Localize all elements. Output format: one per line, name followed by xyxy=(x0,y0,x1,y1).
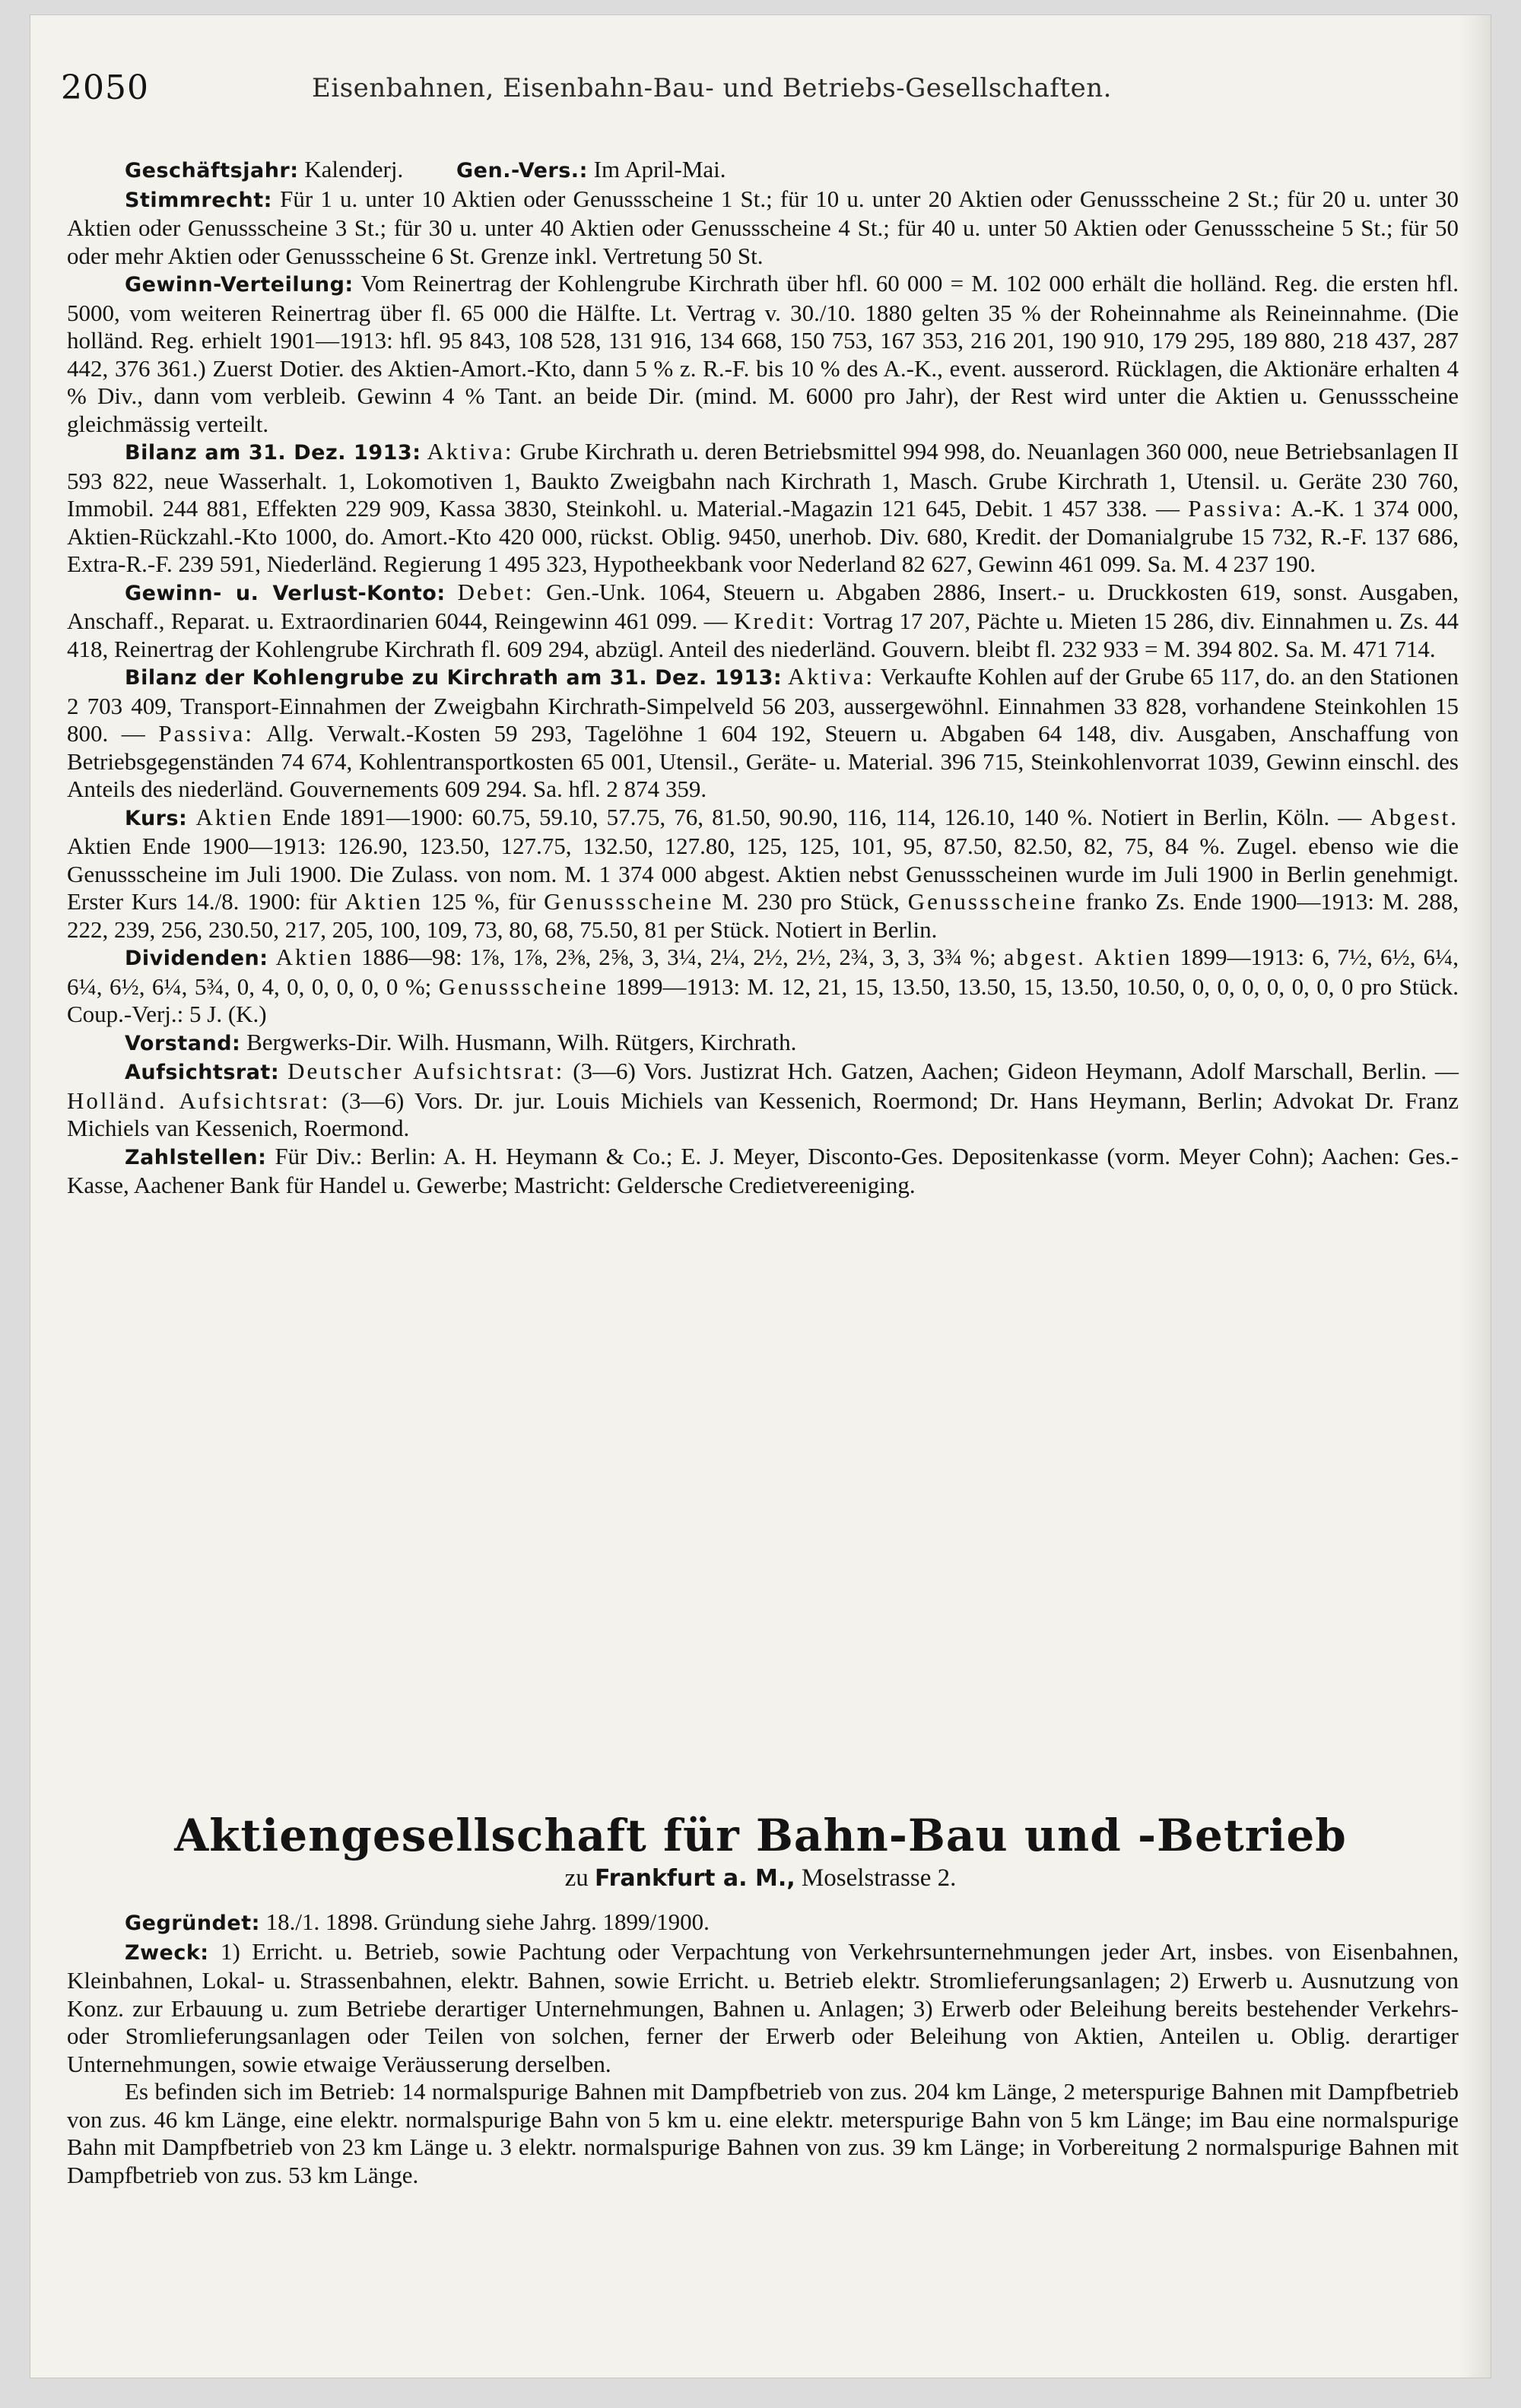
document-page xyxy=(30,15,1491,2378)
credit-label: Kredit: xyxy=(733,608,817,634)
general-meeting-text: Im April-Mai. xyxy=(593,156,726,182)
german-board-text: (3—6) Vors. Justizrat Hch. Gatzen, Aachen; Gideon Heymann, Adolf Marschall, Berlin. — xyxy=(573,1058,1459,1084)
profit-loss-paragraph xyxy=(67,579,1459,664)
profit-distribution-label: Gewinn-Verteilung: xyxy=(125,273,354,297)
price-participation-label: Genussscheine xyxy=(544,888,714,915)
price-shares-text: Ende 1891—1900: 60.75, 59.10, 57.75, 76, 81.50, 90.90, 116, 114, 126.10, 140 %. Notiert in Berlin, Köln. — xyxy=(281,803,1362,830)
credit-text: Vortrag 17 207, Pächte u. Mieten 15 286, div. Einnahmen u. Zs. 44 418, Reinertrag der Kohlengrube Kirchrath fl. 609 294, abzügl. Anteil des niederländ. Gouvern. bleibt fl. 232 933 = M. 394 802. Sa. M. 471 714. xyxy=(67,608,1459,662)
dividends-stamped-text: 1899—1913: 6, 7½, 6½, 6¼, 6¼, 6½, 6¼, 5¾, 0, 4, 0, 0, 0, 0, 0 %; xyxy=(67,944,1459,1000)
fiscal-year-label: Geschäftsjahr: xyxy=(125,159,299,182)
dividends-paragraph xyxy=(67,944,1459,1029)
founded-text: 18./1. 1898. Gründung siehe Jahrg. 1899/1900. xyxy=(265,1908,710,1935)
price-stamped-text: Aktien Ende 1900—1913: 126.90, 123.50, 127.75, 132.50, 127.80, 125, 125, 101, 95, 87.50, 82.50, 82, 75, 84 %. Zugel. ebenso wie die Genussscheine im Juli 1900. Die Zulass. von nom. M. 1 374 000 abgest. Aktien nebst Genussscheinen wurde im Juli 1900 in Berlin genehmigt. Erster Kurs 14./8. 1900: für xyxy=(67,833,1459,915)
balance-sheet-label: Bilanz am 31. Dez. 1913: xyxy=(125,441,421,465)
price-first-shares-label: Aktien xyxy=(345,888,423,915)
supervisory-board-label: Aufsichtsrat: xyxy=(125,1061,280,1084)
company2-sub-prefix: zu xyxy=(564,1864,589,1892)
purpose-text: 1) Erricht. u. Betrieb, sowie Pachtung oder Verpachtung von Verkehrsunternehmungen jeder Art, insbes. von Eisenbahnen, Kleinbahnen, Lokal- u. Strassenbahnen, elektr. Bahnen, sowie Erricht. u. Betrieb elektr. Stromlieferungsanlagen; 2) Erwerb u. Ausnutzung von Konz. zur Erbauung u. zum Betriebe derartiger Unternehmungen, Bahnen u. Anlagen; 3) Erwerb oder Beleihung bereits bestehender Verkehrs- oder Stromlieferungsanlagen oder Teilen von solchen, ferner der Erwerb oder Beleihung von Aktien, Anteilen u. Oblig. derartiger Unternehmungen, sowie etwaige Veräusserung derselben. xyxy=(67,1937,1459,2077)
company2-entry xyxy=(67,1908,1459,2189)
board-text: Bergwerks-Dir. Wilh. Husmann, Wilh. Rütgers, Kirchrath. xyxy=(246,1028,797,1055)
company2-city: Frankfurt a. M., xyxy=(595,1865,795,1892)
dutch-board-text: (3—6) Vors. Dr. jur. Louis Michiels van Kessenich, Roermond; Dr. Hans Heymann, Berlin; Advokat Dr. Franz Michiels van Kessenich, Roermond. xyxy=(67,1087,1459,1141)
paying-agents-text: Für Div.: Berlin: A. H. Heymann & Co.; E. J. Meyer, Disconto-Ges. Depositenkasse (vorm. Meyer Cohn); Aachen: Ges.-Kasse, Aachener Bank für Handel u. Gewerbe; Mastricht: Geldersche Credietvereeniging. xyxy=(67,1142,1459,1198)
board-label: Vorstand: xyxy=(125,1031,241,1055)
mine-liabilities-label: Passiva: xyxy=(158,720,254,747)
price-shares-label: Aktien xyxy=(195,803,274,830)
company1-entry xyxy=(67,156,1459,1200)
mine-assets-label: Aktiva: xyxy=(788,663,875,690)
mine-liabilities-text: Allg. Verwalt.-Kosten 59 293, Tagelöhne 1 604 192, Steuern u. Abgaben 64 148, div. Ausgaben, Anschaffung von Betriebsgegenständen 74 674, Kohlentransportkosten 65 001, Utensil., Geräte- u. Material. 396 715, Steinkohlenvorrat 1039, Gewinn einschl. des Anteils des niederländ. Gouvernements 609 294. Sa. hfl. 2 874 359. xyxy=(67,720,1459,802)
balance-assets-text: Grube Kirchrath u. deren Betriebsmittel 994 998, do. Neuanlagen 360 000, neue Betriebsanlagen II 593 822, neue Wasserhalt. 1, Lokomotiven 1, Baukto Zweigbahn nach Kirchrath 1, Masch. Grube Kirchrath 1, Utensil. u. Geräte 230 760, Immobil. 244 881, Effekten 229 909, Kassa 3830, Steinkohl. u. Material.-Magazin 121 645, Debit. 1 457 338. — xyxy=(67,438,1459,522)
company2-title: Aktiengesellschaft für Bahn-Bau und -Betrieb xyxy=(174,1810,1347,1861)
purpose-paragraph xyxy=(67,1938,1459,2079)
page-edge-shadow xyxy=(1460,15,1491,2378)
dutch-board-label: Holländ. Aufsichtsrat: xyxy=(67,1087,331,1114)
dividends-participation-text: 1899—1913: M. 12, 21, 15, 13.50, 13.50, 15, 13.50, 10.50, 0, 0, 0, 0, 0, 0, 0 pro Stück. Coup.-Verj.: 5 J. (K.) xyxy=(67,972,1459,1027)
profit-distribution-text: Vom Reinertrag der Kohlengrube Kirchrath über hfl. 60 000 = M. 102 000 erhält die holländ. Reg. die ersten hfl. 5000, vom weiteren Reinertrag über fl. 65 000 die Hälfte. Lt. Vertrag v. 30./10. 1880 gelten 35 % der Roheinnahme als Reineinnahme. (Die holländ. Reg. erhielt 1901—1913: hfl. 95 843, 108 528, 131 916, 134 668, 150 753, 167 353, 216 201, 190 910, 179 295, 189 880, 218 437, 287 442, 376 361.) Zuerst Dotier. des Aktien-Amort.-Kto, dann 5 % z. R.-F. bis 10 % des A.-K., event. ausserord. Rücklagen, die Aktionäre erhalten 4 % Div., dann vom verbleib. Gewinn 4 % Tant. an beide Dir. (mind. M. 6000 pro Jahr), der Rest wird unter die Aktien u. Genussscheine gleichmässig verteilt. xyxy=(67,270,1459,437)
supervisory-board-paragraph xyxy=(67,1058,1459,1143)
debit-text: Gen.-Unk. 1064, Steuern u. Abgaben 2886, Insert.- u. Druckkosten 619, sonst. Ausgaben, Anschaff., Reparat. u. Extraordinarien 6044, Reingewinn 461 099. — xyxy=(67,578,1459,634)
balance-liabilities-label: Passiva: xyxy=(1188,495,1284,522)
dividends-label: Dividenden: xyxy=(125,947,268,970)
price-first-shares-text: 125 %, für xyxy=(430,888,536,915)
debit-label: Debet: xyxy=(457,578,535,605)
mine-balance-label: Bilanz der Kohlengrube zu Kirchrath am 31. Dez. 1913: xyxy=(125,666,783,690)
page-header xyxy=(61,68,1430,122)
mine-assets-text: Verkaufte Kohlen auf der Grube 65 117, do. an den Stationen 2 703 409, Transport-Einnahmen der Zweigbahn Kirchrath-Simpelveld 56 203, aussergewöhnl. Einnahmen 33 828, vorhandene Steinkohlen 15 800. — xyxy=(67,663,1459,747)
voting-rights-label: Stimmrecht: xyxy=(125,188,272,212)
founded-label: Gegründet: xyxy=(125,1911,260,1935)
fiscal-year-text: Kalenderj. xyxy=(304,156,404,182)
profit-loss-label: Gewinn- u. Verlust-Konto: xyxy=(125,581,446,605)
price-participation-text-2: franko Zs. Ende 1900—1913: M. 288, 222, 239, 256, 230.50, 217, 205, 100, 109, 73, 80, 68, 75.50, 81 per Stück. Notiert in Berlin. xyxy=(67,888,1459,943)
voting-rights-text: Für 1 u. unter 10 Aktien oder Genussscheine 1 St.; für 10 u. unter 20 Aktien oder Genussscheine 2 St.; für 20 u. unter 30 Aktien oder Genussscheine 3 St.; für 30 u. unter 40 Aktien oder Genussscheine 4 St.; für 40 u. unter 50 Aktien oder Genussscheine 5 St.; für 50 oder mehr Aktien oder Genussscheine 6 St. Grenze inkl. Vertretung 50 St. xyxy=(67,185,1459,269)
profit-distribution-paragraph xyxy=(67,270,1459,438)
dividends-stamped-label: abgest. Aktien xyxy=(1003,944,1173,970)
purpose-label: Zweck: xyxy=(125,1940,209,1965)
company2-address: Moselstrasse 2. xyxy=(801,1864,957,1892)
price-label: Kurs: xyxy=(125,806,188,830)
price-participation-label-2: Genussscheine xyxy=(907,888,1078,915)
operations-paragraph xyxy=(67,2078,1459,2189)
running-title: Eisenbahnen, Eisenbahn-Bau- und Betriebs-Gesellschaften. xyxy=(312,73,1112,103)
dividends-participation-label: Genussscheine xyxy=(438,972,608,1000)
page-number: 2050 xyxy=(61,68,149,107)
founded-paragraph xyxy=(67,1908,1459,1938)
company2-subtitle xyxy=(30,1864,1491,1892)
balance-liabilities-text: A.-K. 1 374 000, Aktien-Rückzahl.-Kto 1000, do. Amort.-Kto 420 000, rückst. Oblig. 9450, unerhob. Div. 680, Kredit. der Domanialgrube 15 732, R.-F. 137 686, Extra-R.-F. 239 591, Niederländ. Regierung 1 495 323, Hypotheekbank voor Nederland 82 627, Gewinn 461 099. Sa. M. 4 237 190. xyxy=(67,495,1459,577)
price-paragraph xyxy=(67,804,1459,944)
fiscal-year-paragraph xyxy=(67,156,1459,186)
general-meeting-label: Gen.-Vers.: xyxy=(456,159,588,182)
voting-rights-paragraph xyxy=(67,186,1459,271)
board-paragraph xyxy=(67,1029,1459,1058)
operations-text: Es befinden sich im Betrieb: 14 normalspurige Bahnen mit Dampfbetrieb von zus. 204 km Länge, 2 meterspurige Bahnen mit Dampfbetrieb von zus. 46 km Länge, eine elektr. normalspurige Bahn von 5 km u. eine elektr. meterspurige Bahn von 5 km Länge; im Bau eine normalspurige Bahn mit Dampfbetrieb von 23 km Länge u. 3 elektr. normalspurige Bahnen von zus. 39 km Länge; in Vorbereitung 2 normalspurige Bahnen mit Dampfbetrieb von zus. 53 km Länge. xyxy=(67,2078,1459,2188)
price-stamped-label: Abgest. xyxy=(1370,803,1459,830)
german-board-label: Deutscher Aufsichtsrat: xyxy=(287,1058,565,1084)
price-participation-text: M. 230 pro Stück, xyxy=(722,888,900,915)
balance-assets-label: Aktiva: xyxy=(427,438,514,465)
dividends-shares-text: 1886—98: 1⅞, 1⅞, 2⅜, 2⅝, 3, 3¼, 2¼, 2½, 2½, 2¾, 3, 3, 3¾ %; xyxy=(361,944,996,970)
paying-agents-paragraph xyxy=(67,1143,1459,1200)
balance-sheet-paragraph xyxy=(67,438,1459,579)
mine-balance-paragraph xyxy=(67,663,1459,804)
dividends-shares-label: Aktien xyxy=(275,944,354,970)
paying-agents-label: Zahlstellen: xyxy=(125,1145,267,1169)
